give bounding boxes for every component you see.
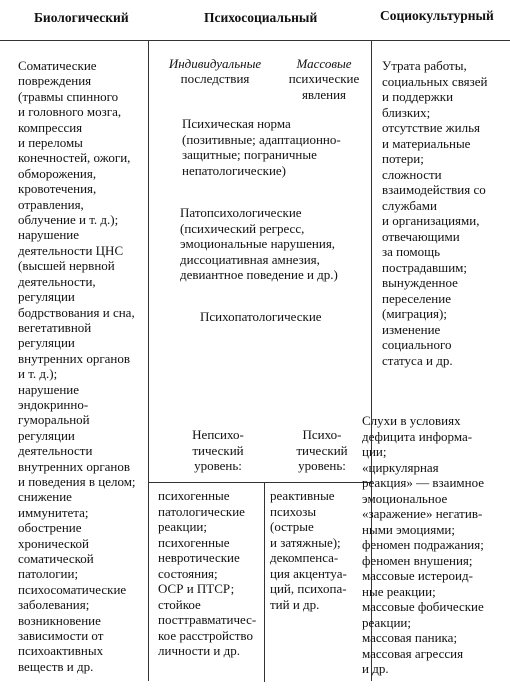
header-sociocultural: Социокультурный: [380, 8, 494, 23]
psy-inner-divider: [264, 482, 265, 682]
nonpsychotic-list: психогенные патологические реакции; психогенные невротические состояния; ОСР и ПТСР; стойкое посттравматичес- кое расстройство личности и др.: [158, 488, 257, 658]
biological-text: Соматические повреждения (травмы спинного и головного мозга, компрессия и переломы конечностей, ожоги, обморожения, кровотечения, отравления, облучение и т. д.); нарушение деятельности ЦНС (высшей нервной деятельности, регуляции бодрствования и сна, вегетативной регуляции внутренних органов и т. д.); нарушение эндокринно- гуморальной регуляции деятельности внутренних органов и поведения в целом; снижение иммунитета; обострение хронической соматической патологии; психосоматические заболевания; возникновение зависимости от психоактивных веществ и др.: [18, 58, 136, 674]
psychotic-level-label: Психо- тический уровень:: [296, 427, 348, 473]
psychotic-list: реактивные психозы (острые и затяжные); декомпенса- ция акцентуа- ций, психопа- тий и др.: [270, 488, 347, 612]
header-biological: Биологический: [34, 10, 129, 25]
sociocultural-bottom-text: Слухи в условиях дефицита информа- ции; «циркулярная реакция» — взаимное эмоциональное «заражение» негатив- ными эмоциями; феномен подражания; феномен внушения; массовые истероид- ные реакции; массовые фобические реакции; массовая паника; массовая агрессия и др.: [362, 413, 485, 676]
individual-subtitle: последствия: [180, 71, 250, 86]
nonpsychotic-level-label: Непсихо- тический уровень:: [192, 427, 244, 473]
mass-title: Массовые: [296, 56, 352, 71]
psychopathological-text: Психопатологические: [200, 309, 322, 324]
header-psychosocial: Психосоциальный: [204, 10, 318, 25]
individual-title: Индивидуальные: [168, 56, 262, 71]
mass-subtitle: психические явления: [288, 71, 360, 102]
sociocultural-top-text: Утрата работы, социальных связей и поддержки близких; отсутствие жилья и материальные потери; сложности взаимодействия со службами и организациями, отвечающими за помощь пострадавшим; вынужденное переселение (миграция); изменение социального статуса и др.: [382, 58, 488, 368]
header-rule: [0, 40, 510, 41]
pathopsychological-text: Патопсихологические (психический регресс, эмоциональные нарушения, диссоциативная амнезия, девиантное поведение и др.): [180, 205, 338, 282]
divider-left: [148, 40, 149, 681]
mental-norm-text: Психическая норма (позитивные; адаптационно- защитные; пограничные непатологические): [182, 116, 341, 178]
psy-lower-rule: [148, 482, 371, 483]
